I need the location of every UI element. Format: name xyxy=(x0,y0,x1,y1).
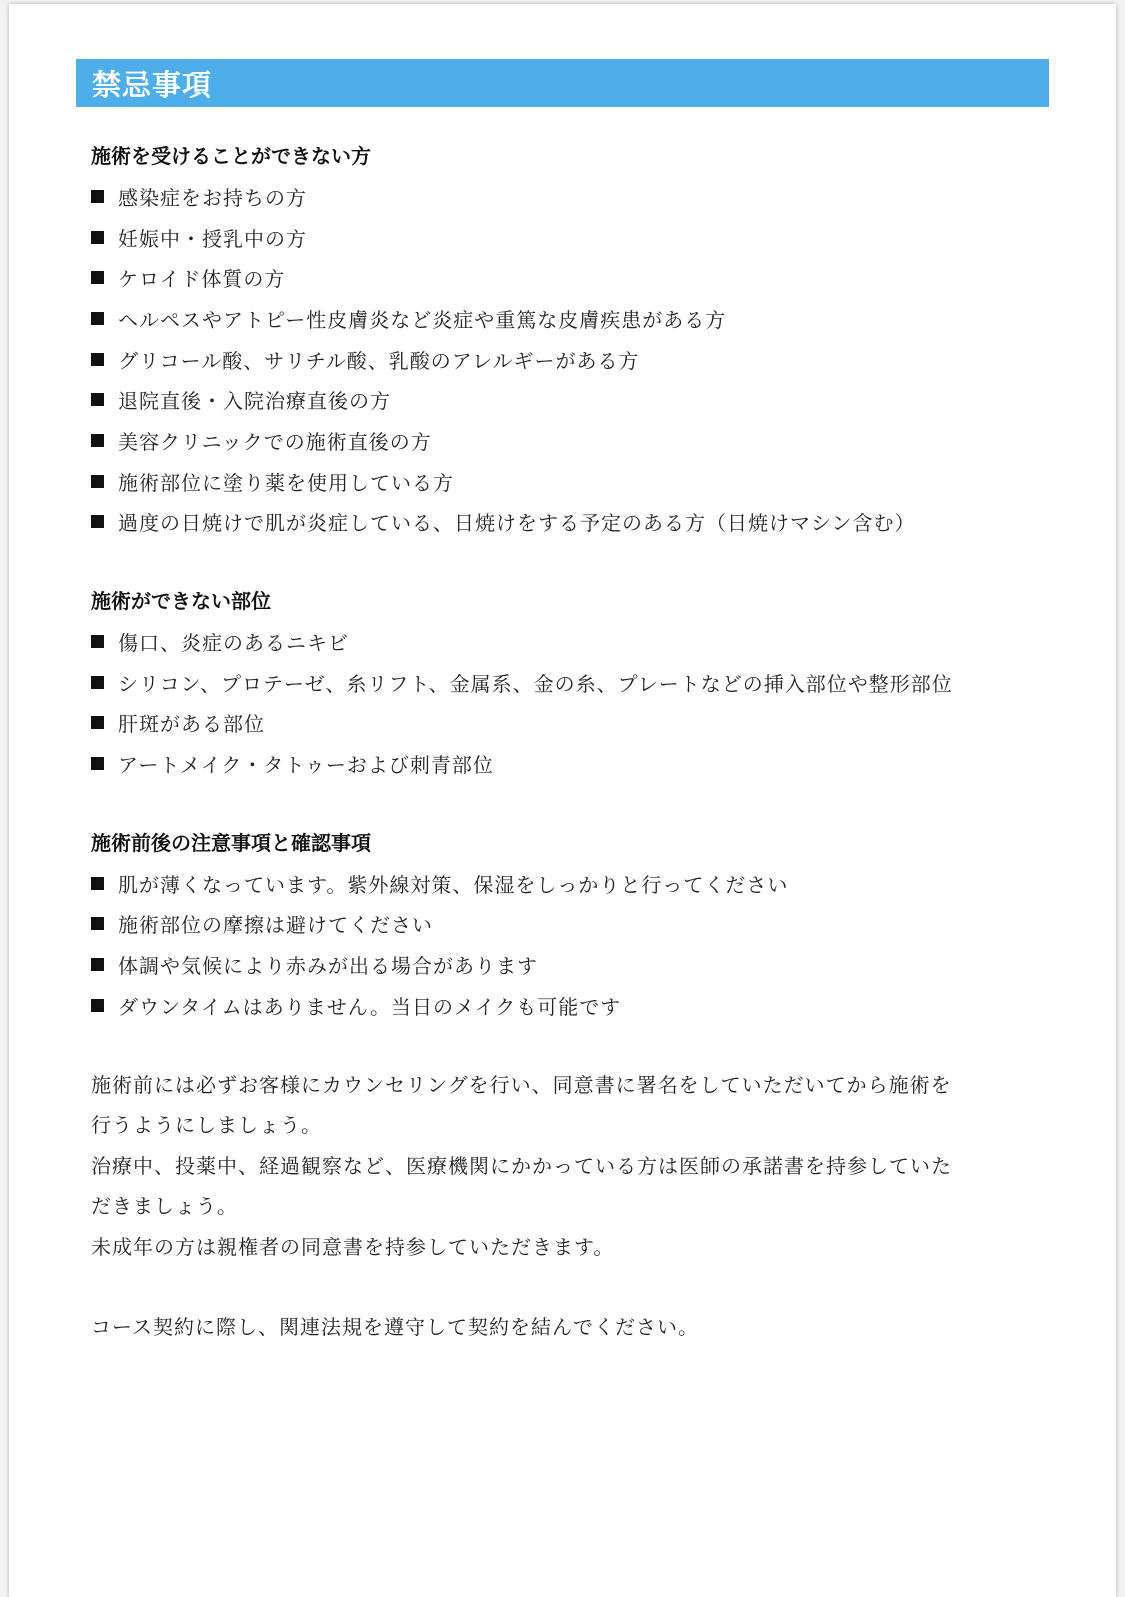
list-item: 傷口、炎症のあるニキビ xyxy=(91,621,1041,662)
list-item: ヘルペスやアトピー性皮膚炎など炎症や重篤な皮膚疾患がある方 xyxy=(91,298,1041,339)
list-item: 肌が薄くなっています。紫外線対策、保湿をしっかりと行ってください xyxy=(91,863,1041,904)
list-item: 施術部位に塗り薬を使用している方 xyxy=(91,461,1041,502)
document-page xyxy=(9,4,1116,1597)
list-item: 美容クリニックでの施術直後の方 xyxy=(91,420,1041,461)
square-bullet-icon xyxy=(91,434,104,447)
square-bullet-icon xyxy=(91,515,104,528)
square-bullet-icon xyxy=(91,757,104,770)
medical-note-line-2: だきましょう。 xyxy=(91,1194,238,1219)
page-title: 禁忌事項 xyxy=(92,67,213,102)
list-item: 肝斑がある部位 xyxy=(91,703,1041,744)
square-bullet-icon xyxy=(91,393,104,406)
list-item: 妊娠中・授乳中の方 xyxy=(91,217,1041,258)
section-precautions xyxy=(91,823,1041,1026)
section-cannot-receive xyxy=(91,136,1041,542)
square-bullet-icon xyxy=(91,475,104,488)
list-item: アートメイク・タトゥーおよび刺青部位 xyxy=(91,743,1041,784)
minor-note: 未成年の方は親権者の同意書を持参していただきます。 xyxy=(91,1234,615,1259)
list-item: シリコン、プロテーゼ、糸リフト、金属系、金の糸、プレートなどの挿入部位や整形部位 xyxy=(91,662,1041,703)
list-item: 体調や気候により赤みが出る場合があります xyxy=(91,944,1041,985)
section-prohibited-areas xyxy=(91,581,1041,784)
section-heading: 施術を受けることができない方 xyxy=(91,144,371,168)
square-bullet-icon xyxy=(91,676,104,689)
square-bullet-icon xyxy=(91,190,104,203)
square-bullet-icon xyxy=(91,312,104,325)
square-bullet-icon xyxy=(91,999,104,1012)
section-heading: 施術ができない部位 xyxy=(91,589,271,614)
list-item: 退院直後・入院治療直後の方 xyxy=(91,379,1041,420)
notes-paragraphs xyxy=(91,1065,1041,1268)
title-bar xyxy=(76,59,1049,107)
list-item: ダウンタイムはありません。当日のメイクも可能です xyxy=(91,985,1041,1026)
square-bullet-icon xyxy=(91,917,104,930)
counseling-note-line-1: 施術前には必ずお客様にカウンセリングを行い、同意書に署名をしていただいてから施術を xyxy=(91,1072,952,1097)
square-bullet-icon xyxy=(91,716,104,729)
list-item: 感染症をお持ちの方 xyxy=(91,176,1041,217)
medical-note-line-1: 治療中、投薬中、経過観察など、医療機関にかかっている方は医師の承諾書を持参していた xyxy=(91,1153,952,1178)
section-heading: 施術前後の注意事項と確認事項 xyxy=(91,830,371,855)
counseling-note-line-2: 行うようにしましょう。 xyxy=(91,1113,322,1138)
list-item: グリコール酸、サリチル酸、乳酸のアレルギーがある方 xyxy=(91,339,1041,380)
list-item: 施術部位の摩擦は避けてください xyxy=(91,904,1041,945)
list-item: ケロイド体質の方 xyxy=(91,257,1041,298)
square-bullet-icon xyxy=(91,231,104,244)
square-bullet-icon xyxy=(91,877,104,890)
list-item: 過度の日焼けで肌が炎症している、日焼けをする予定のある方（日焼けマシン含む） xyxy=(91,502,1041,543)
square-bullet-icon xyxy=(91,353,104,366)
square-bullet-icon xyxy=(91,958,104,971)
document-content xyxy=(91,136,1041,1348)
square-bullet-icon xyxy=(91,271,104,284)
square-bullet-icon xyxy=(91,635,104,648)
contract-note: コース契約に際し、関連法規を遵守して契約を結んでください。 xyxy=(91,1315,699,1340)
